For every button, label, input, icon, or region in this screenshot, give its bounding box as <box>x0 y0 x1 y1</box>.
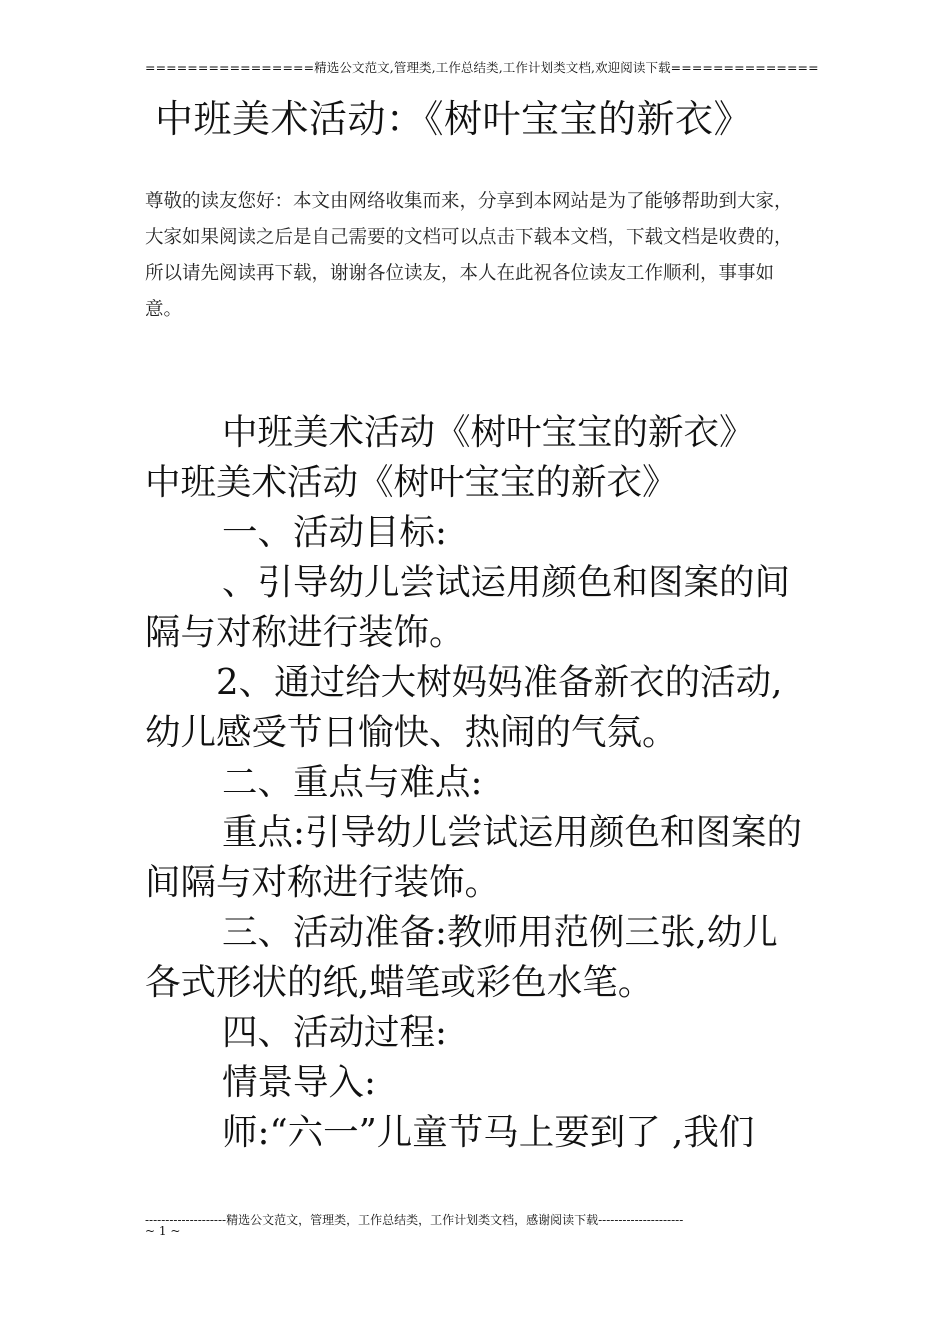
section-heading-key-points: 二、重点与难点: <box>222 762 483 803</box>
document-title: 中班美术活动：《树叶宝宝的新衣》 <box>155 97 753 141</box>
section-heading-goals: 一、活动目标: <box>222 512 447 553</box>
section-heading-process: 四、活动过程: <box>222 1012 447 1053</box>
body-paragraph-goal-1: 、引导幼儿尝试运用颜色和图案的间隔与对称进行装饰。 <box>145 562 791 653</box>
section-heading-preparation: 三、活动准备:教师用范例三张,幼儿各式形状的纸,蜡笔或彩色水笔。 <box>145 912 778 1003</box>
page-header: ================精选公文范文,管理类,工作总结类,工作计划类文档,欢迎阅读下载============== <box>145 60 819 75</box>
page-footer: --------------------精选公文范文，管理类，工作总结类，工作计划类文档，感谢阅读下载--------------------- <box>145 1213 684 1227</box>
body-paragraph-goal-2: 2、通过给大树妈妈准备新衣的活动,幼儿感受节日愉快、热闹的气氛。 <box>145 662 783 753</box>
body-paragraph-teacher: 师:“六一”儿童节马上要到了 ,我们 <box>222 1112 755 1153</box>
sub-heading-intro: 情景导入: <box>222 1062 376 1103</box>
intro-notice: 尊敬的读友您好：本文由网络收集而来，分享到本网站是为了能够帮助到大家，大家如果阅读之后是自己需要的文档可以点击下载本文档，下载文档是收费的，所以请先阅读再下载，谢谢各位读友，本人在此祝各位读友工作顺利，事事如意。 <box>145 191 793 320</box>
body-paragraph-key-point: 重点:引导幼儿尝试运用颜色和图案的间隔与对称进行装饰。 <box>145 812 802 903</box>
body-paragraph-subtitle: 中班美术活动《树叶宝宝的新衣》 <box>222 412 755 453</box>
body-paragraph-title-repeat: 中班美术活动《树叶宝宝的新衣》 <box>145 462 678 503</box>
document-body <box>145 408 813 1158</box>
page-number: ~ 1 ~ <box>145 1224 181 1238</box>
